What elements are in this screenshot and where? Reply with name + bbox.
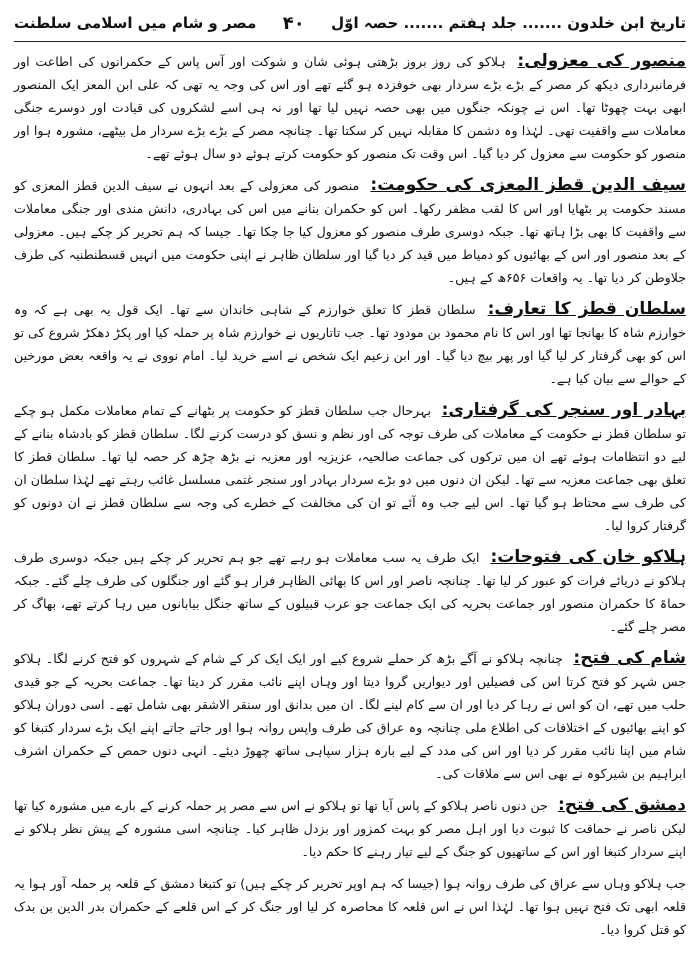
paragraph-damascus-conquest <box>14 794 686 863</box>
section-heading: سلطان قطز کا تعارف: <box>487 299 686 319</box>
section-title: مصر و شام میں اسلامی سلطنت <box>14 14 257 32</box>
paragraph-text: ہلاکو کی روز بروز بڑھتی ہوئی شان و شوکت اور آس پاس کے حکمرانوں کی اطاعت اور فرمانبرداری دیکھ کر مصر کے بڑے بڑے سردار بھی خوفزدہ ہو گئے تھے اور اس کی وجہ یہ تھی کہ علی ابن المعز ایک المنصور ابھی بہت چھوٹا تھا۔ اس نے چونکہ جنگوں میں بھی حصہ نہیں لیا تھا اور نہ ہی اسے لشکروں کی قیادت اور دوسرے جنگی معاملات سے واقفیت تھی۔ لہٰذا وہ دشمن کا مقابلہ نہیں کر سکتا تھا۔ چنانچہ مصر کے بڑے بڑے سردار مل بیٹھے، مشورہ ہوا اور منصور کو حکومت سے معزول کر دیا گیا۔ اس وقت تک منصور کو حکومت کرتے ہوئے دو سال ہوئے تھے۔ <box>14 54 686 161</box>
paragraph-hulagu-conquests <box>14 546 686 638</box>
paragraph-qutuz-intro <box>14 298 686 390</box>
paragraph-arrest <box>14 399 686 537</box>
paragraph-final <box>14 872 686 941</box>
section-heading: سیف الدین قطز المعزی کی حکومت: <box>370 175 686 195</box>
page-body <box>14 50 686 970</box>
paragraph-text: منصور کی معزولی کے بعد انہوں نے سیف الدین قطز المعزی کو مسند حکومت پر بٹھایا اور اس کا لقب مظفر رکھا۔ اس کو حکمران بنانے میں اس کی بہادری، دانش مندی اور جنگی معاملات سے واقفیت کا بھی بڑا ہاتھ تھا۔ جبکہ دوسری طرف منصور کو معزول کیا جا چکا تھا۔ جیسا کہ ہم تحریر کر چکے ہیں۔ معزولی کے بعد منصور اور اس کے بھائیوں کو دمیاط میں قید کر دیا گیا اور سلطان ظاہر نے اپنی حکومت میں انہیں قسطنطنیہ کی طرف جلاوطن کر دیا تھا۔ یہ واقعات ۶۵۶ھ کے ہیں۔ <box>14 178 686 285</box>
paragraph-syria-conquest <box>14 647 686 785</box>
paragraph-mansur-deposition <box>14 50 686 165</box>
page-number: ۴۰ <box>282 12 305 34</box>
section-heading: ہلاکو خان کی فتوحات: <box>490 547 686 567</box>
paragraph-qutuz-rule <box>14 174 686 289</box>
paragraph-text: جن دنوں ناصر ہلاکو کے پاس آیا تھا تو ہلاکو نے اس سے مصر پر حملہ کرنے کے بارے میں مشورہ کیا تھا لیکن ناصر نے حماقت کا ثبوت دیا اور اہل مصر کو بہت کمزور اور بزدل ظاہر کیا۔ چنانچہ اسی مشورہ کے پیش نظر ہلاکو نے اپنے سردار کتبغا اور اس کے ساتھیوں کو جنگ کے لیے تیار رہنے کا حکم دیا۔ <box>14 798 686 859</box>
paragraph-text: بہرحال جب سلطان قطز کو حکومت پر بٹھانے کے تمام معاملات مکمل ہو چکے تو سلطان قطز نے حکومت کے معاملات کی طرف توجہ کی اور نظم و نسق کو درست کرنے لگا۔ سلطان قطز کو بادشاہ بنانے کے لیے دو انتظامات ہوئے تھے ان میں ترکوں کی جماعت صالحیہ، عزیزیہ اور معزیہ نے بڑھ چڑھ کر حصہ لیا تھا۔ سلطان قطز کا تعلق بھی جماعت معزیہ سے تھا۔ لیکن ان دنوں میں دو بڑے سردار بہادر اور سنجر غتمی مسلسل غائب رہتے تھے لہٰذا سلطان ان کی طرف سے محتاط ہو گیا تھا۔ اس لیے جب وہ آئے تو ان کی مخالفت کے خطرے کی وجہ سے سلطان قطز نے ان دونوں کو گرفتار کروا لیا۔ <box>14 403 686 533</box>
section-heading: دمشق کی فتح: <box>557 795 686 815</box>
book-title: تاریخ ابن خلدون ....... جلد ہفتم ....... حصہ اوّل <box>331 14 686 32</box>
paragraph-text: ایک طرف یہ سب معاملات ہو رہے تھے جو ہم تحریر کر چکے ہیں جبکہ دوسری طرف ہلاکو نے دریائے فرات کو عبور کر لیا تھا۔ چنانچہ ناصر اور اس کا بھائی الظاہر فرار ہو گئے اور جنگلوں کی طرف چلے گئے۔ جبکہ حماۃ کا حکمران منصور اور جماعت بحریہ کی ایک جماعت جو عرب قبیلوں کے ساتھ جنگل بیابانوں میں رہا کرتے تھے، بھاگ کر مصر چلے گئے۔ <box>14 550 686 634</box>
section-heading: شام کی فتح: <box>573 648 686 668</box>
paragraph-text: سلطان قطز کا تعلق خوارزم کے شاہی خاندان سے تھا۔ ایک قول یہ بھی ہے کہ وہ خوارزم شاہ کا بھانجا تھا اور اس کا نام محمود بن مودود تھا۔ جب تاتاریوں نے خوارزم شاہ پر حملہ کیا اور پکڑ دھکڑ شروع کی تو اس کو بھی گرفتار کر لیا گیا اور پھر بیچ دیا گیا۔ اور ابن زعیم ایک شخص نے اسے خرید لیا۔ امام نووی نے یہ واقعہ بعض مورخین کے حوالے سے بیان کیا ہے۔ <box>14 302 686 386</box>
section-heading: منصور کی معزولی: <box>517 51 686 71</box>
header-divider <box>14 41 686 42</box>
paragraph-text: جب ہلاکو وہاں سے عراق کی طرف روانہ ہوا (جیسا کہ ہم اوپر تحریر کر چکے ہیں) تو کتبغا دمشق کے قلعہ پر حملہ آور ہوا یہ قلعہ ابھی تک فتح نہیں ہوا تھا۔ لہٰذا اس نے اس قلعہ کا محاصرہ کر لیا اور جنگ کر کے اس قلعے کے حکمران بدر الدین بن بدک کو قتل کروا دیا۔ <box>14 876 686 937</box>
page-header <box>14 8 686 38</box>
section-heading: بہادر اور سنجر کی گرفتاری: <box>441 400 686 420</box>
paragraph-text: چنانچہ ہلاکو نے آگے بڑھ کر حملے شروع کیے اور ایک ایک کر کے شام کے شہروں کو فتح کرنے لگا۔ ہلاکو جس شہر کو فتح کرتا اس کی فصیلیں اور دیواریں گروا دیتا اور وہاں اپنے نائب مقرر کر دیتا تھا۔ جماعت بحریہ کے جو قیدی حلب میں تھے، ان کو اس نے رہا کر دیا اور ان سے کام لینے لگا۔ ان میں بدانق اور سنقر الاشقر بھی شامل تھے۔ اسی دوران ہلاکو کو اپنے بھائیوں کے اختلافات کی اطلاع ملی چنانچہ وہ عراق کی طرف واپس روانہ ہوا اور جاتے جاتے اپنے ایک بڑے سردار کتبغا کو شام میں اپنا نائب مقرر کر دیا اور اس کی مدد کے لیے بارہ ہزار سپاہی ساتھ چھوڑ دیئے۔ انہی دنوں حمص کے حکمران اشرف ابراہیم بن شیرکوہ نے بھی اس سے ملاقات کی۔ <box>14 651 686 781</box>
